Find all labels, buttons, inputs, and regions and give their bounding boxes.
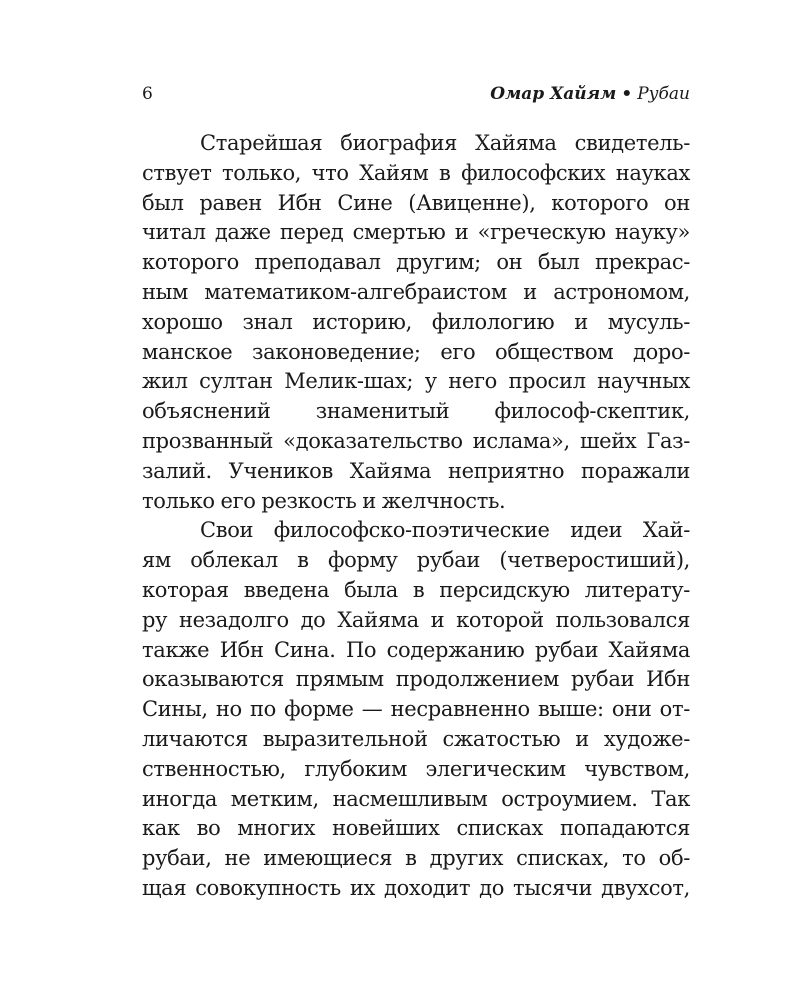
text-line: иногда метким, насмешливым остроумием. Так [142, 786, 690, 811]
text-line: только его резкость и желчность. [142, 488, 506, 513]
text-line: оказываются прямым продолжением рубаи Ибн [142, 667, 690, 692]
text-line: читал даже перед смертью и «греческую науку» [142, 220, 690, 245]
text-line: хорошо знал историю, филологию и мусуль- [142, 309, 690, 334]
book-title: Рубаи [637, 84, 690, 104]
text-line: Сины, но по форме — несравненно выше: они от- [142, 697, 690, 722]
author-name: Омар Хайям [490, 84, 617, 104]
text-line: которого преподавал другим; он был прекрас- [142, 250, 690, 275]
page-number: 6 [142, 84, 153, 104]
title-separator: • [621, 84, 633, 104]
text-line: ным математиком-алгебраистом и астрономом, [142, 279, 690, 304]
text-line: ям облекал в форму рубаи (четверостиший), [142, 548, 690, 573]
text-line: как во многих новейших списках попадаются [142, 816, 690, 841]
text-line: ствует только, что Хайям в философских науках [142, 160, 690, 185]
text-line: рубаи, не имеющиеся в других списках, то об- [142, 846, 690, 871]
paragraph-1 [142, 129, 690, 516]
text-line: Старейшая биография Хайяма свидетель- [200, 131, 690, 155]
text-line: которая введена была в персидскую литерату- [142, 577, 690, 602]
text-line: также Ибн Сина. По содержанию рубаи Хайяма [142, 637, 690, 662]
text-line: Свои философско-поэтические идеи Хай- [200, 518, 690, 543]
running-header [142, 84, 690, 110]
text-line: щая совокупность их доходит до тысячи двухсот, [142, 875, 690, 900]
text-line: жил султан Мелик-шах; у него просил научных [142, 369, 690, 394]
text-line: манское законоведение; его обществом доро- [142, 339, 690, 364]
running-title [490, 84, 690, 104]
body-text [142, 129, 690, 904]
text-line: был равен Ибн Сине (Авиценне), которого он [142, 190, 690, 215]
text-line: личаются выразительной сжатостью и художе- [142, 726, 690, 751]
text-line: ственностью, глубоким элегическим чувством, [142, 756, 690, 781]
text-line: ру незадолго до Хайяма и которой пользовался [142, 607, 690, 632]
text-line: залий. Учеников Хайяма неприятно поражали [142, 458, 690, 483]
paragraph-2 [142, 516, 690, 903]
text-line: объяснений знаменитый философ-скептик, [142, 399, 690, 424]
text-line: прозванный «доказательство ислама», шейх Газ- [142, 428, 690, 453]
